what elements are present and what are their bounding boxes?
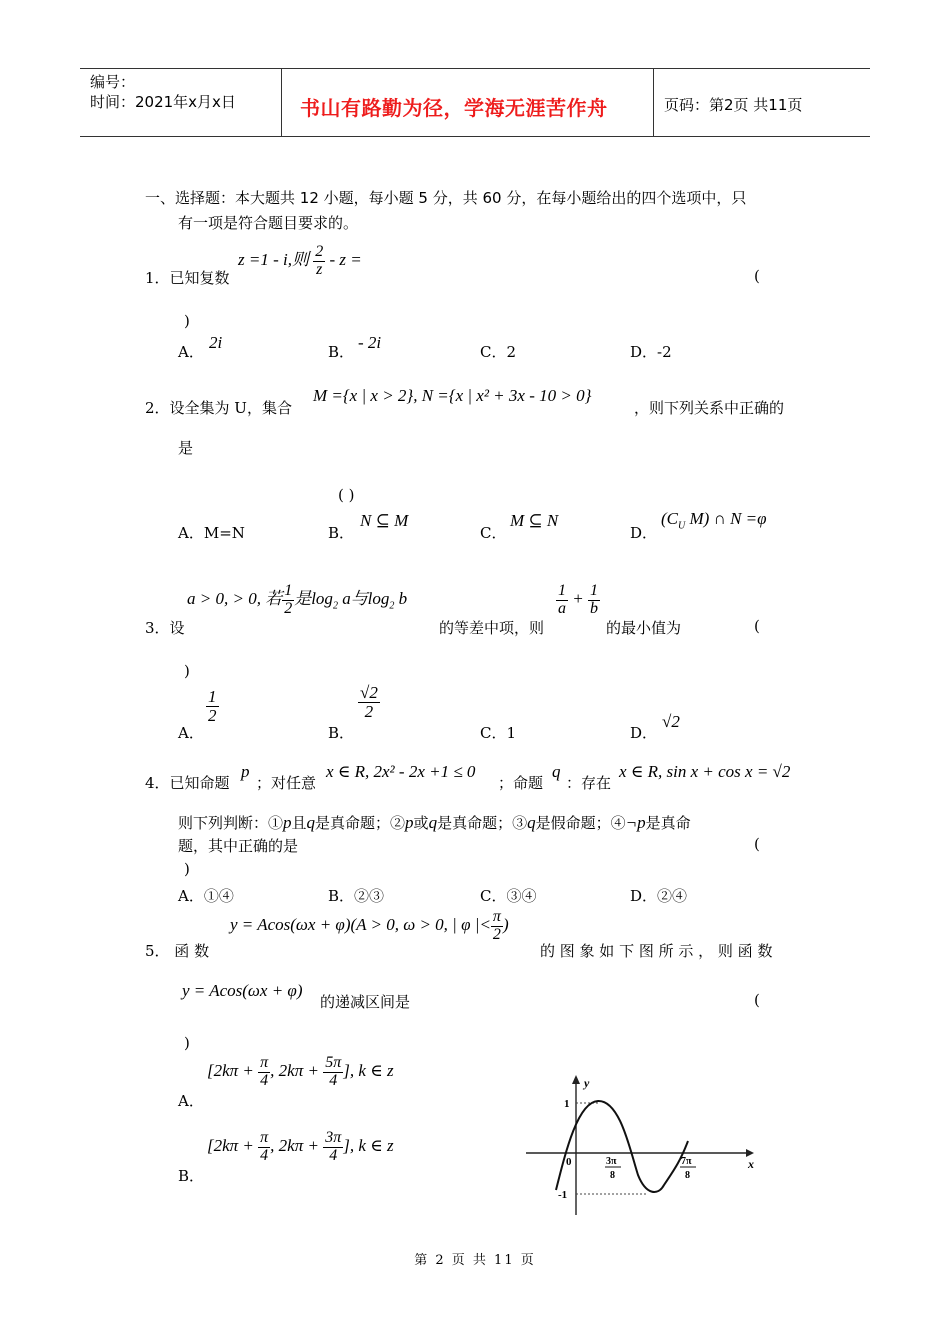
q1-number: 1．已知复数 [145, 269, 230, 287]
header-top-rule [80, 68, 870, 69]
q4-p: p [241, 762, 250, 781]
q3-option-b-label: B． [328, 724, 355, 742]
q3-formula-d: b [394, 589, 408, 609]
header-motto: 书山有路勤为径，学海无涯苦作舟 [300, 96, 608, 120]
q4-l2-not: ¬ [625, 813, 638, 832]
q3-paren-open: ( [754, 617, 760, 635]
header-time-label: 时间：2021年x月x日 [90, 93, 236, 111]
q1-formula-left: z =1 - i,则 [238, 250, 309, 270]
q3-fa-num: 1 [558, 582, 566, 599]
q5-option-a-label: A． [178, 1092, 204, 1110]
q3-option-d-label: D． [630, 724, 658, 742]
q4-l2-h: 是真命 [645, 814, 691, 832]
q3-option-a-label: A． [178, 724, 204, 742]
q4-text1: ；对任意 [256, 774, 317, 792]
q2-line2: 是 [178, 439, 194, 457]
q4-line2 [178, 812, 691, 833]
q4-paren-open: ( [754, 835, 760, 853]
q3-frac-b [588, 583, 600, 618]
q4-formula1: x ∈ R, 2x² - 2x +1 ≤ 0 [326, 762, 476, 781]
q1-option-c: C．2 [480, 343, 517, 361]
q5-option-a-math [207, 1055, 394, 1090]
q2-option-a: A．M=N [178, 524, 245, 542]
q5-optb-1: [2kπ + [207, 1136, 254, 1156]
q1-formula [238, 244, 362, 279]
q3-opta-frac [206, 688, 219, 725]
graph-x-label: x [748, 1157, 754, 1171]
q3-option-a-math [206, 688, 219, 725]
q5-number: 5． 函 数 [145, 942, 210, 960]
q1-option-b-math: - 2i [358, 333, 382, 352]
q1-paren-open: ( [754, 267, 760, 285]
q2-number: 2．设全集为 U，集合 [145, 399, 292, 417]
header-divider-left [281, 68, 282, 136]
q4-line3: 题，其中正确的是 [178, 837, 299, 855]
q5-optb-frac2 [323, 1130, 343, 1165]
q1-option-b-label: B． [328, 343, 355, 361]
q4-option-d: D．②④ [630, 887, 688, 905]
q3-sub-1: 2 [332, 600, 338, 612]
q3-plus: + [572, 589, 584, 609]
graph-y-arrow-icon [572, 1075, 580, 1084]
q4-text3: ：存在 [566, 774, 612, 792]
q5-f1-close: ) [502, 915, 509, 935]
q3-optb-frac [358, 684, 380, 721]
q3-frac-a [556, 583, 568, 618]
q5-f1-main: y = Acos(ωx + φ)(A > 0, ω > 0, | φ |< [230, 915, 491, 935]
q4-l2-f: 是假命题；④ [535, 814, 626, 832]
q4-l2-q2: q [428, 813, 438, 832]
q1-option-d: D．-2 [630, 343, 672, 361]
q2-option-c-math: M ⊆ N [510, 511, 559, 530]
graph-x1-num: 3π [606, 1156, 617, 1167]
header-divider-right [653, 68, 654, 136]
graph-x2-den: 8 [685, 1170, 690, 1181]
q4-q: q [552, 762, 561, 781]
q2-tail: ，则下列关系中正确的 [634, 399, 785, 417]
q1-formula-right: - z = [329, 250, 362, 270]
q5-option-b-label: B． [178, 1167, 205, 1185]
q3-fb-num: 1 [589, 582, 598, 599]
header-bottom-rule [80, 136, 870, 137]
q1-frac-num: 2 [315, 243, 324, 260]
q1-frac-den: z [316, 260, 323, 278]
q3-opta-den: 2 [208, 705, 217, 725]
q4-l2-p3: p [637, 813, 646, 832]
q2-option-b-math: N ⊆ M [360, 511, 409, 530]
q3-opta-num: 1 [208, 687, 217, 706]
q3-fa-den: a [558, 599, 566, 617]
graph-x2-num: 7π [681, 1156, 692, 1167]
q5-optb-frac1 [258, 1130, 270, 1165]
q4-l2-b: 且 [291, 814, 307, 832]
q3-fraction [282, 583, 294, 618]
q5-opta-f2n: 5π [325, 1054, 342, 1071]
q2-optd-sub: U [678, 520, 686, 532]
q5-optb-f2n: 3π [325, 1129, 342, 1146]
q4-number: 4．已知命题 [145, 774, 230, 792]
q2-option-d-math [661, 509, 767, 531]
q4-l2-q1: q [306, 813, 316, 832]
q1-option-a-label: A． [178, 343, 204, 361]
q3-optb-num: √2 [360, 683, 378, 702]
q5-paren-close: ) [184, 1034, 190, 1052]
q5-formula1 [230, 909, 509, 944]
graph-x-arrow-icon [746, 1149, 754, 1157]
q3-formula-a: a > 0, > 0, 若 [187, 589, 283, 609]
q3-sub-2: 2 [389, 600, 395, 612]
graph-ymin-label: -1 [558, 1189, 568, 1201]
q4-l2-q3: q [527, 813, 536, 832]
q5-optb-2: , 2kπ + [270, 1136, 319, 1156]
graph-x1-den: 8 [610, 1170, 615, 1181]
q3-paren-close: ) [184, 662, 190, 680]
q1-option-a-math: 2i [209, 333, 223, 352]
q5-optb-f1d: 4 [260, 1146, 269, 1164]
q2-optd-part2: M) ∩ N =φ [685, 509, 767, 528]
section-title-line2: 有一项是符合题目要求的。 [178, 214, 359, 232]
q2-optd-part1: (C [661, 509, 678, 528]
q4-paren-close: ) [184, 860, 190, 878]
q3-formula-c: a与log [337, 589, 390, 609]
header-page-info: 页码：第2页 共11页 [664, 96, 803, 114]
q4-l2-e: 是真命题；③ [437, 814, 528, 832]
q2-option-b-label: B． [328, 524, 355, 542]
q4-l2-d: 或 [413, 814, 429, 832]
q3-fb-den: b [589, 599, 598, 617]
q5-opta-f2d: 4 [329, 1071, 338, 1089]
q5-opta-1: [2kπ + [207, 1061, 254, 1081]
q2-formula: M ={x | x > 2}, N ={x | x² + 3x - 10 > 0} [313, 386, 592, 405]
q5-tail: 的 图 象 如 下 图 所 示 ， 则 函 数 [540, 942, 773, 960]
q4-option-a: A．①④ [178, 887, 234, 905]
q3-formula [187, 583, 407, 618]
q3-option-c: C．1 [480, 724, 517, 742]
q5-optb-f2d: 4 [329, 1146, 338, 1164]
q3-mid: 的等差中项，则 [439, 619, 545, 637]
q4-l2-c: 是真命题；② [315, 814, 406, 832]
q4-text2: ；命题 [498, 774, 544, 792]
q3-number: 3．设 [145, 619, 185, 637]
q5-f1-den: 2 [492, 925, 501, 943]
q4-l2-p2: p [405, 813, 414, 832]
q5-opta-frac1 [258, 1055, 270, 1090]
header-number-label: 编号： [90, 73, 136, 91]
q3-optb-den: 2 [364, 701, 374, 721]
q5-opta-2: , 2kπ + [270, 1061, 319, 1081]
q5-formula2: y = Acos(ωx + φ) [182, 981, 303, 1000]
q2-option-d-label: D． [630, 524, 658, 542]
q4-l2-a: 则下列判断：① [178, 814, 284, 832]
q2-paren: ( ) [338, 486, 355, 504]
q4-formula2: x ∈ R, sin x + cos x = √2 [619, 762, 791, 781]
q5-paren-open: ( [754, 991, 760, 1009]
q3-sum-formula [556, 583, 600, 618]
q4-l2-p1: p [283, 813, 292, 832]
q2-option-c-label: C． [480, 524, 507, 542]
q5-opta-f1n: π [260, 1054, 269, 1071]
q3-option-b-math [358, 684, 380, 721]
q5-opta-frac2 [323, 1055, 343, 1090]
q5-graph [518, 1070, 763, 1220]
q3-option-d-math: √2 [662, 712, 680, 731]
q5-optb-3: ], k ∈ z [343, 1136, 394, 1156]
q1-fraction [313, 244, 325, 279]
q4-option-c: C．③④ [480, 887, 537, 905]
q3-tail: 的最小值为 [606, 619, 682, 637]
page-footer: 第 2 页 共 11 页 [414, 1253, 536, 1268]
q4-option-b: B．②③ [328, 887, 385, 905]
q5-tail2: 的递减区间是 [320, 993, 411, 1011]
q3-formula-b: 是log [294, 589, 333, 609]
q3-frac-den: 2 [284, 599, 293, 617]
q5-opta-3: ], k ∈ z [343, 1061, 394, 1081]
q5-opta-f1d: 4 [260, 1071, 269, 1089]
graph-y-label: y [584, 1076, 590, 1090]
q5-f1-num: π [492, 908, 501, 925]
section-title-line1: 一、选择题：本大题共 12 小题，每小题 5 分，共 60 分，在每小题给出的四个选项中，只 [145, 189, 747, 207]
q1-paren-close: ) [184, 312, 190, 330]
graph-origin-label: 0 [566, 1156, 572, 1168]
q3-frac-num: 1 [284, 582, 293, 599]
q5-f1-frac [491, 909, 503, 944]
q5-optb-f1n: π [260, 1129, 269, 1146]
graph-ymax-label: 1 [564, 1098, 570, 1110]
q5-option-b-math [207, 1130, 394, 1165]
